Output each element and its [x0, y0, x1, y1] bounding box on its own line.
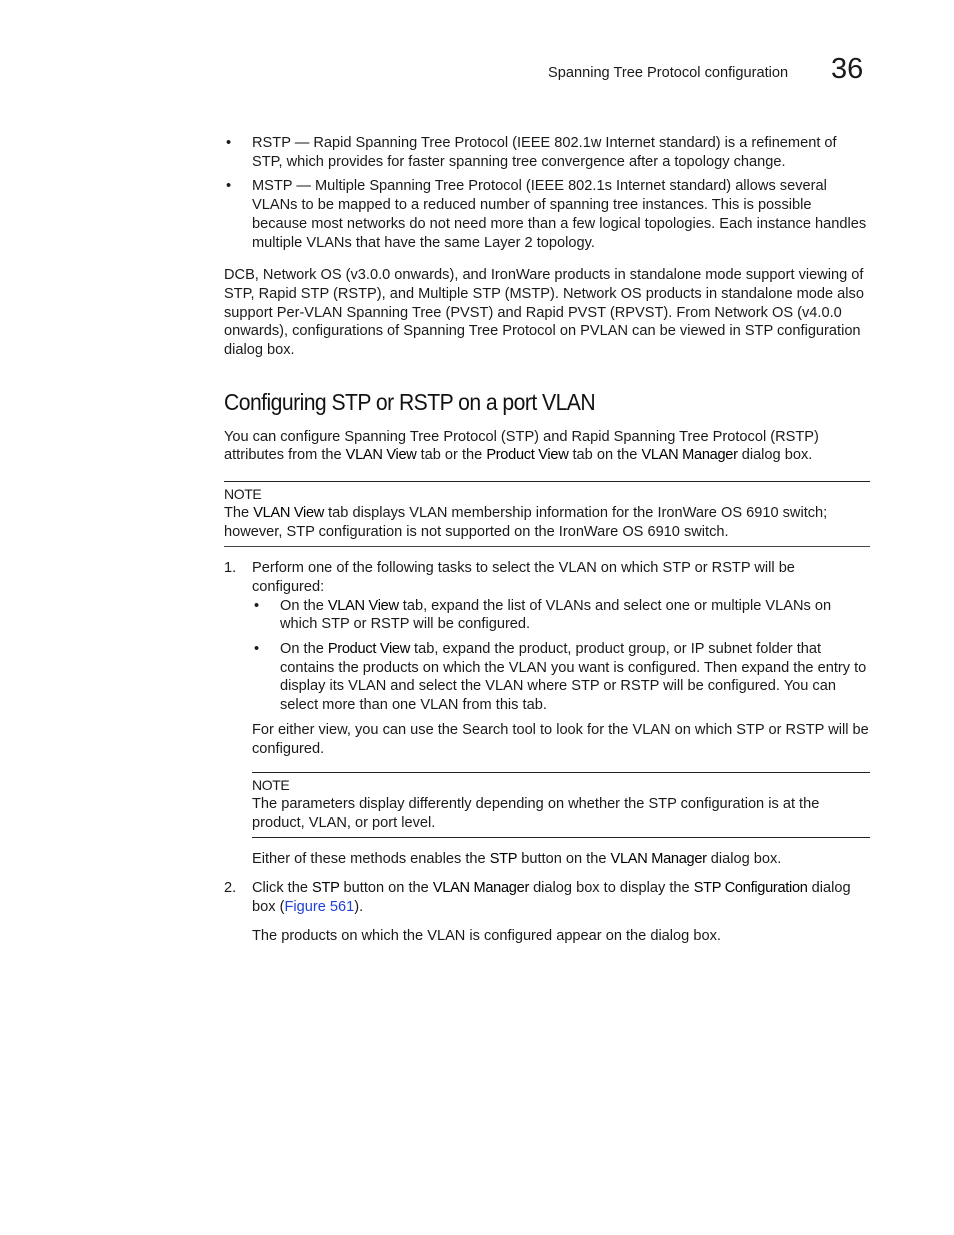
ui-term-vlan-manager: VLAN Manager	[432, 880, 530, 897]
text-run: tab or the	[416, 447, 487, 464]
chapter-number: 36	[831, 53, 864, 85]
text-run: The	[224, 504, 254, 521]
ui-term-vlan-view: VLAN View	[253, 504, 325, 521]
bullet-icon: •	[254, 597, 260, 614]
list-item	[252, 597, 870, 634]
text-run: dialog box (	[252, 880, 851, 915]
protocol-list	[224, 134, 870, 252]
step-paragraph: For either view, you can use the Search tool to look for the VLAN on which STP or RSTP will be configured.	[252, 721, 869, 757]
text-run: button on the	[339, 880, 433, 897]
note-box	[224, 481, 870, 547]
text-run: You can configure Spanning Tree Protocol (STP) and Rapid Spanning Tree Protocol (RSTP) attributes from the	[224, 428, 819, 464]
text-run: On the	[280, 641, 328, 658]
list-item	[224, 134, 870, 171]
ui-term-stp: STP	[489, 851, 518, 868]
step-number: 2.	[224, 880, 237, 897]
ui-term-stp: STP	[312, 880, 340, 897]
text-run: tab, expand the list of VLANs and select one or multiple VLANs on which STP or RSTP will be configured.	[280, 597, 832, 633]
section-intro-paragraph	[224, 428, 870, 465]
list-item-text: RSTP — Rapid Spanning Tree Protocol (IEEE 802.1w Internet standard) is a refinement of STP, which provides for faster spanning tree convergence after a topology change.	[252, 135, 837, 170]
ui-term-product-view: Product View	[327, 641, 410, 658]
text-run: ).	[354, 898, 364, 915]
list-item	[252, 640, 870, 715]
note-label: NOTE	[252, 777, 290, 794]
procedure-step	[224, 879, 870, 945]
note-text: The parameters display differently depending on whether the STP configuration is at the product, VLAN, or port level.	[252, 795, 820, 831]
text-run: dialog box.	[737, 447, 813, 464]
text-run: tab, expand the product, product group, or IP subnet folder that contains the products on which the VLAN you want is configured. Then expand the entry to display its VLAN and select the VLAN where STP or RSTP will be configured. You can select more than one VLAN from this tab.	[280, 641, 867, 714]
note-box	[252, 772, 870, 838]
bullet-icon: •	[226, 178, 232, 195]
list-item-text: MSTP — Multiple Spanning Tree Protocol (IEEE 802.1s Internet standard) allows several VLANs to be mapped to a reduced number of spanning tree instances. This is possible because most networks do not need more than a few logical topologies. Each instance handles multiple VLANs that have the same Layer 2 topology.	[252, 178, 867, 251]
procedure-step	[224, 559, 870, 869]
step-paragraph: The products on which the VLAN is configured appear on the dialog box.	[252, 927, 721, 944]
note-label: NOTE	[224, 486, 262, 503]
text-run: dialog box to display the	[529, 880, 694, 897]
step-text	[252, 879, 870, 916]
ui-term-vlan-manager: VLAN Manager	[641, 447, 738, 464]
figure-link[interactable]: Figure 561	[284, 898, 355, 915]
text-run: tab displays VLAN membership information for the IronWare OS 6910 switch; however, STP configuration is not supported on the IronWare OS 6910 switch.	[224, 504, 828, 540]
step-number: 1.	[224, 560, 237, 577]
section-heading: Configuring STP or RSTP on a port VLAN	[224, 388, 596, 415]
ui-term-vlan-view: VLAN View	[327, 597, 399, 614]
page-body	[224, 134, 870, 955]
step-text: Perform one of the following tasks to select the VLAN on which STP or RSTP will be configured:	[252, 560, 795, 595]
step-options-list	[252, 597, 870, 715]
text-run: dialog box.	[706, 851, 782, 868]
ui-term-vlan-manager: VLAN Manager	[610, 851, 707, 868]
ui-term-stp-configuration: STP Configuration	[693, 880, 808, 897]
ui-term-product-view: Product View	[486, 447, 569, 464]
ui-term-vlan-view: VLAN View	[345, 447, 417, 464]
text-run: Either of these methods enables the	[252, 851, 490, 868]
text-run: Click the	[252, 880, 313, 897]
procedure-steps	[224, 559, 870, 945]
step-paragraph	[252, 850, 870, 869]
text-run: button on the	[517, 851, 611, 868]
text-run: On the	[280, 597, 328, 614]
list-item	[224, 177, 870, 252]
running-header-title: Spanning Tree Protocol configuration	[548, 65, 789, 81]
text-run: tab on the	[568, 447, 642, 464]
intro-paragraph: DCB, Network OS (v3.0.0 onwards), and IronWare products in standalone mode support viewing of STP, Rapid STP (RSTP), and Multiple STP (MSTP). Network OS products in standalone mode also support Per-VLAN Spanning Tree (PVST) and Rapid PVST (RPVST). From Network OS (v4.0.0 onwards), configurations of Spanning Tree Protocol on PVLAN can be viewed in STP configuration dialog box.	[224, 267, 864, 359]
bullet-icon: •	[254, 641, 260, 658]
bullet-icon: •	[226, 135, 232, 151]
